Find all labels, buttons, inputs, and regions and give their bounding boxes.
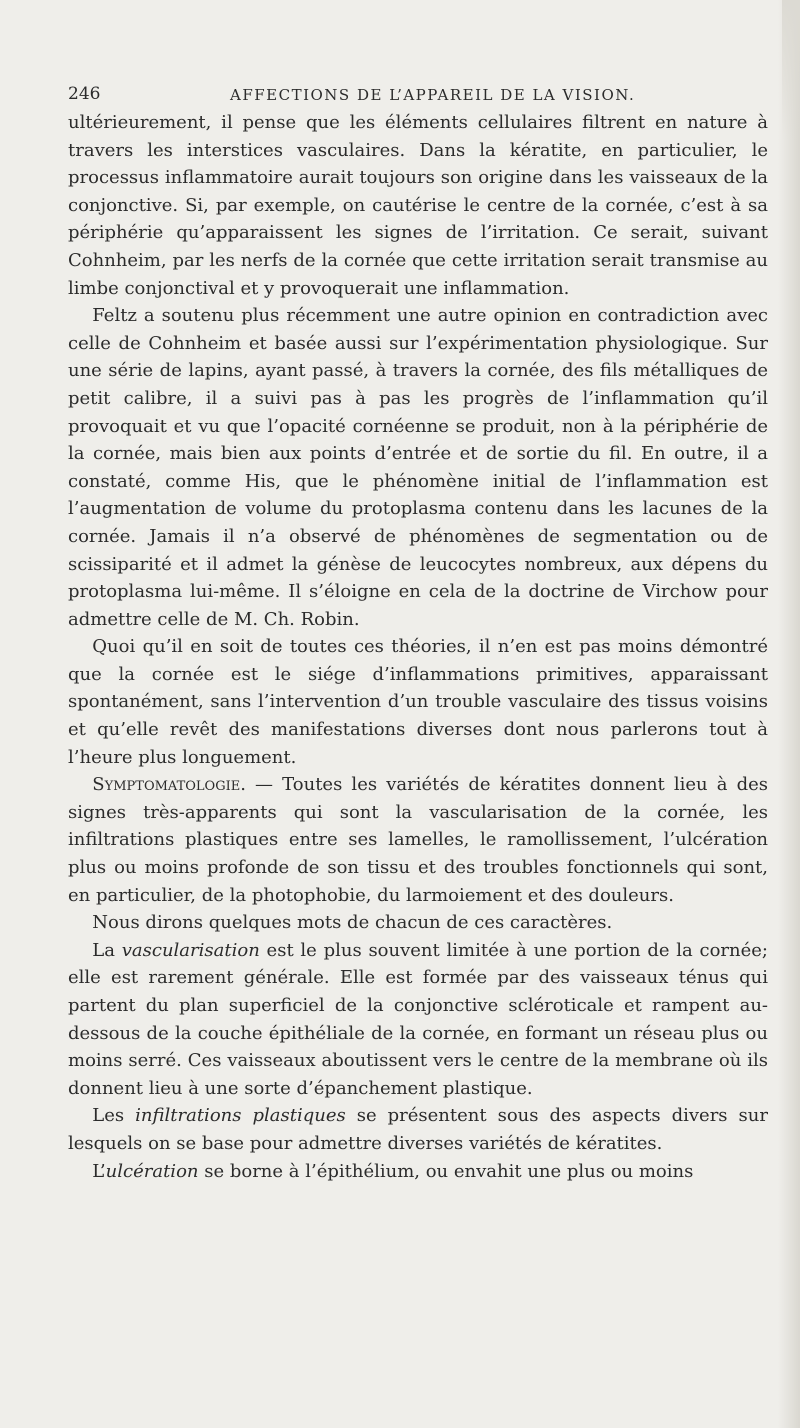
- paragraph-8-article: L’: [92, 1160, 106, 1182]
- paragraph-1: ultérieurement, il pense que les éléments cellulaires filtrent en nature à travers les interstices vasculaires. Dans la kératite, en particulier, le processus inflammatoire aurait toujours son origine dans les vaisseaux de la conjonctive. Si, par exemple, on cautérise le centre de la cornée, c’est à sa périphérie qu’apparaissent les signes de l’irritation. Ce serait, suivant Cohnheim, par les nerfs de la cornée que cette irritation serait transmise au limbe conjonctival et y provoquerait une inflammation.: [68, 112, 768, 299]
- body-text: [68, 109, 768, 1185]
- page-fold-shadow: [782, 0, 800, 140]
- paragraph-2: Feltz a soutenu plus récemment une autre opinion en contradiction avec celle de Cohnheim et basée aussi sur l’expérimentation physiologique. Sur une série de lapins, ayant passé, à travers la cornée, des fils métalliques de petit calibre, il a suivi pas à pas les progrès de l’inflammation qu’il provoquait et vu que l’opacité cornéenne se produit, non à la périphérie de la cornée, mais bien aux points d’entrée et de sortie du fil. En outre, il a constaté, comme His, que le phénomène initial de l’inflammation est l’augmentation de volume du protoplasma contenu dans les lacunes de la cornée. Jamais il n’a observé de phénomènes de segmentation ou de scissiparité et il admet la génèse de leucocytes nombreux, aux dépens du protoplasma lui-même. Il s’éloigne en cela de la doctrine de Virchow pour admettre celle de M. Ch. Robin.: [68, 305, 768, 630]
- running-title: AFFECTIONS DE L’APPAREIL DE LA VISION.: [230, 86, 636, 104]
- paragraph-vascularisation: [68, 937, 768, 1103]
- paragraph-6-article: La: [92, 939, 122, 961]
- term-ulceration: ulcération: [105, 1160, 199, 1182]
- paragraph-ulceration: [68, 1158, 768, 1186]
- section-heading-symptomatologie: Symptomatologie.: [92, 774, 246, 796]
- paragraph-7-text: se présentent sous des aspects divers sur lesquels on se base pour admettre diverses variétés de kératites.: [68, 1105, 768, 1154]
- page-number: 246: [68, 84, 101, 104]
- paragraph-8-text: se borne à l’épithélium, ou envahit une plus ou moins: [198, 1160, 694, 1182]
- page-header: [68, 84, 768, 110]
- paragraph-3: Quoi qu’il en soit de toutes ces théories, il n’en est pas moins démontré que la cornée est le siége d’inflammations primitives, apparaissant spontanément, sans l’intervention d’un trouble vasculaire des tissus voisins et qu’elle revêt des manifestations diverses dont nous parlerons tout à l’heure plus longuement.: [68, 636, 768, 768]
- paragraph-infiltrations: [68, 1102, 768, 1157]
- paragraph-4-text: — Toutes les variétés de kératites donnent lieu à des signes très-apparents qui sont la vascularisation de la cornée, les infiltrations plastiques entre ses lamelles, le ramollissement, l’ulcération plus ou moins profonde de son tissu et des troubles fonctionnels qui sont, en particulier, de la photophobie, du larmoiement et des douleurs.: [68, 774, 768, 906]
- term-vascularisation: vascularisation: [121, 939, 260, 961]
- paragraph-symptomatologie: [68, 771, 768, 909]
- term-infiltrations-plastiques: infiltrations plastiques: [135, 1105, 346, 1127]
- page-edge-shadow: [778, 0, 800, 1428]
- paragraph-5: Nous dirons quelques mots de chacun de ces caractères.: [92, 912, 613, 934]
- paragraph-7-article: Les: [92, 1105, 136, 1127]
- paragraph-6-text: est le plus souvent limitée à une portion de la cornée; elle est rarement générale. Elle est formée par des vaisseaux ténus qui partent du plan superficiel de la conjonctive scléroticale et rampent au-dessous de la couche épithéliale de la cornée, en formant un réseau plus ou moins serré. Ces vaisseaux aboutissent vers le centre de la membrane où ils donnent lieu à une sorte d’épanchement plastique.: [68, 939, 768, 1099]
